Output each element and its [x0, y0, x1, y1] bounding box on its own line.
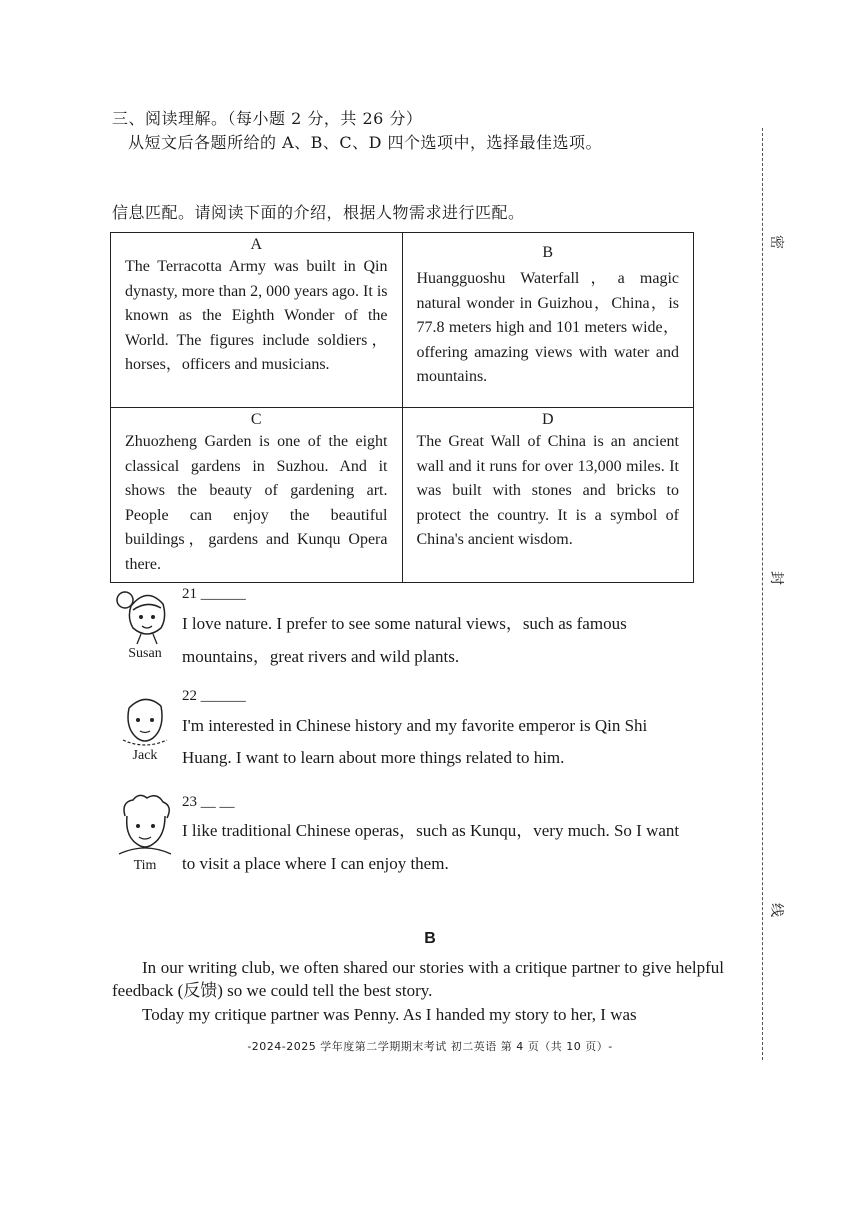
- person-name: Jack: [132, 748, 158, 763]
- section-title: 三、阅读理解。（每小题 2 分，共 26 分）: [112, 109, 423, 128]
- boy-face-icon: [115, 688, 175, 748]
- passage-text: The Terracotta Army was built in Qin dynasty, more than 2, 000 years ago. It is known as the Eighth Wonder of the World. The figures include soldiers，horses，officers and musicians.: [125, 258, 388, 373]
- passage-letter: B: [542, 244, 554, 261]
- susan-figure: [110, 584, 180, 662]
- boy-curly-face-icon: [113, 792, 177, 858]
- question-line: to visit a place where I can enjoy them.: [182, 854, 449, 873]
- question-number: 23 __ __: [182, 794, 235, 810]
- passage-text: Huangguoshu Waterfall，a magic natural wonder in Guizhou，China，is 77.8 meters high and 101 meters wide，offering amazing views with water and mountains.: [416, 270, 679, 385]
- seal-mark: 封: [768, 571, 784, 585]
- passage-letter: D: [541, 411, 554, 428]
- part-b-heading: B: [424, 930, 436, 947]
- passage-text: Zhuozheng Garden is one of the eight classical gardens in Suzhou. And it shows the beauty of gardening art. People can enjoy the beautiful buildings，gardens and Kunqu Opera there.: [125, 433, 388, 573]
- seal-mark: 线: [768, 903, 784, 917]
- passage-c: [111, 408, 403, 583]
- page-footer: -2024-2025 学年度第二学期期末考试 初二英语 第 4 页（共 10 页）-: [247, 1040, 613, 1053]
- seal-mark: 密: [768, 235, 784, 249]
- passage-a: [111, 233, 403, 408]
- person-name: Tim: [133, 858, 157, 873]
- tim-figure: [110, 792, 180, 874]
- passage-b: [402, 233, 694, 408]
- passage-table: [110, 232, 694, 583]
- passage-letter: C: [250, 411, 262, 428]
- question-line: I love nature. I prefer to see some natural views，such as famous: [182, 614, 627, 633]
- passage-text: The Great Wall of China is an ancient wall and it runs for over 13,000 miles. It was built with stones and bricks to protect the country. It is a symbol of China's ancient wisdom.: [416, 433, 679, 548]
- person-name: Susan: [128, 646, 162, 661]
- part-b-paragraph: Today my critique partner was Penny. As I handed my story to her, I was: [142, 1005, 637, 1024]
- question-number: 22 ______: [182, 688, 246, 704]
- section-instruction: 从短文后各题所给的 A、B、C、D 四个选项中，选择最佳选项。: [128, 133, 603, 152]
- jack-figure: [110, 688, 180, 764]
- question-line: I'm interested in Chinese history and my favorite emperor is Qin Shi: [182, 716, 648, 735]
- passage-letter: A: [250, 236, 263, 253]
- part-b-paragraph: In our writing club, we often shared our stories with a critique partner to give helpful feedback (反馈) so we could tell the best story.: [112, 958, 724, 1000]
- girl-face-icon: [113, 584, 177, 646]
- binding-dashed-line: [762, 128, 763, 1060]
- question-number: 21 ______: [182, 586, 246, 602]
- question-line: mountains，great rivers and wild plants.: [182, 647, 460, 666]
- matching-title: 信息匹配。请阅读下面的介绍，根据人物需求进行匹配。: [112, 203, 525, 222]
- passage-d: [402, 408, 694, 583]
- question-line: I like traditional Chinese operas，such as Kunqu，very much. So I want: [182, 821, 680, 840]
- question-line: Huang. I want to learn about more things related to him.: [182, 748, 565, 767]
